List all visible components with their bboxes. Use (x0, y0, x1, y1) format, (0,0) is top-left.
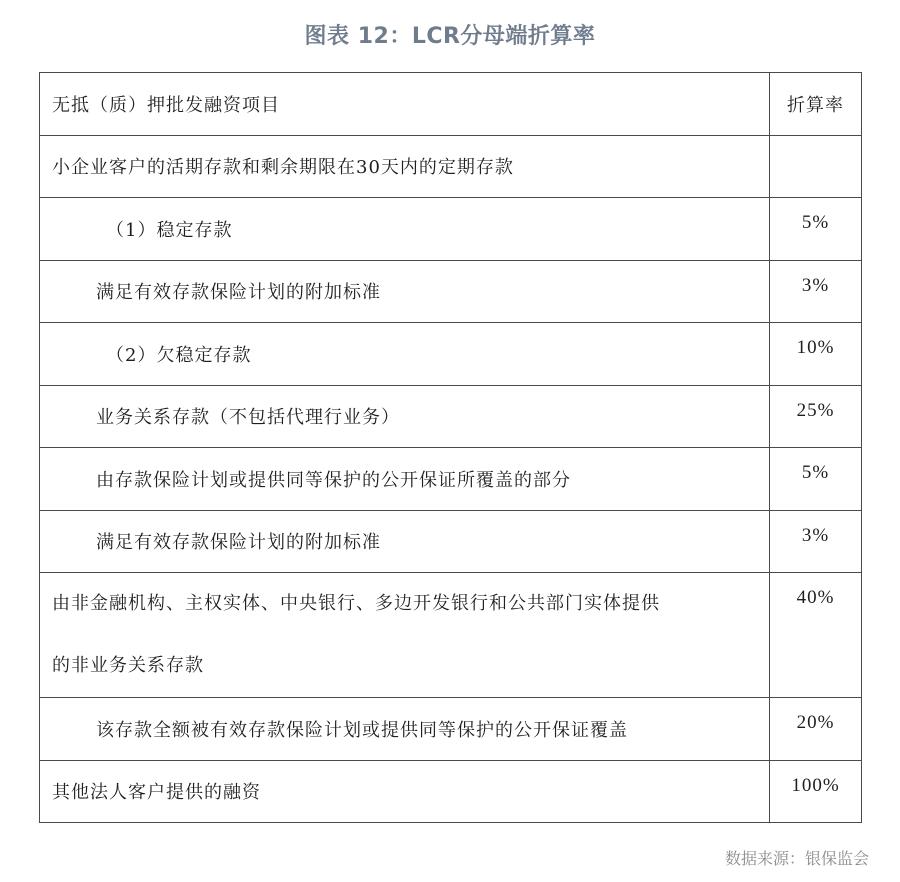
row-item-cell: 满足有效存款保险计划的附加标准 (40, 510, 770, 573)
row-rate-cell (770, 135, 862, 198)
table-row (40, 510, 862, 573)
table-row (40, 698, 862, 761)
table-row (40, 573, 862, 698)
row-rate-cell: 3% (770, 260, 862, 323)
table-row (40, 448, 862, 511)
row-rate-cell: 40% (770, 573, 862, 698)
table-row (40, 260, 862, 323)
conversion-rate-table-container (39, 72, 861, 823)
row-item-cell: （2）欠稳定存款 (40, 323, 770, 386)
row-item-line: 的非业务关系存款 (52, 655, 204, 676)
row-rate-cell: 5% (770, 198, 862, 261)
row-item-cell: 由存款保险计划或提供同等保护的公开保证所覆盖的部分 (40, 448, 770, 511)
table-header-row (40, 73, 862, 136)
conversion-rate-table (39, 72, 862, 823)
source-note: 数据来源：银保监会 (724, 849, 869, 868)
row-item-cell: 该存款全额被有效存款保险计划或提供同等保护的公开保证覆盖 (40, 698, 770, 761)
row-item-cell: 小企业客户的活期存款和剩余期限在30天内的定期存款 (40, 135, 770, 198)
row-rate-cell: 25% (770, 385, 862, 448)
header-item-cell: 无抵（质）押批发融资项目 (40, 73, 770, 136)
table-row (40, 323, 862, 386)
row-rate-cell: 5% (770, 448, 862, 511)
table-row (40, 198, 862, 261)
table-row (40, 135, 862, 198)
row-item-cell (40, 573, 770, 698)
row-rate-cell: 100% (770, 760, 862, 823)
row-rate-cell: 10% (770, 323, 862, 386)
row-rate-cell: 20% (770, 698, 862, 761)
row-item-cell: 其他法人客户提供的融资 (40, 760, 770, 823)
row-item-cell: （1）稳定存款 (40, 198, 770, 261)
row-rate-cell: 3% (770, 510, 862, 573)
row-item-line: 由非金融机构、主权实体、中央银行、多边开发银行和公共部门实体提供 (52, 593, 660, 614)
table-row (40, 760, 862, 823)
row-item-cell: 业务关系存款（不包括代理行业务） (40, 385, 770, 448)
table-row (40, 385, 862, 448)
row-item-cell: 满足有效存款保险计划的附加标准 (40, 260, 770, 323)
header-rate-cell: 折算率 (770, 73, 862, 136)
page-title: 图表 12：LCR分母端折算率 (304, 24, 596, 49)
